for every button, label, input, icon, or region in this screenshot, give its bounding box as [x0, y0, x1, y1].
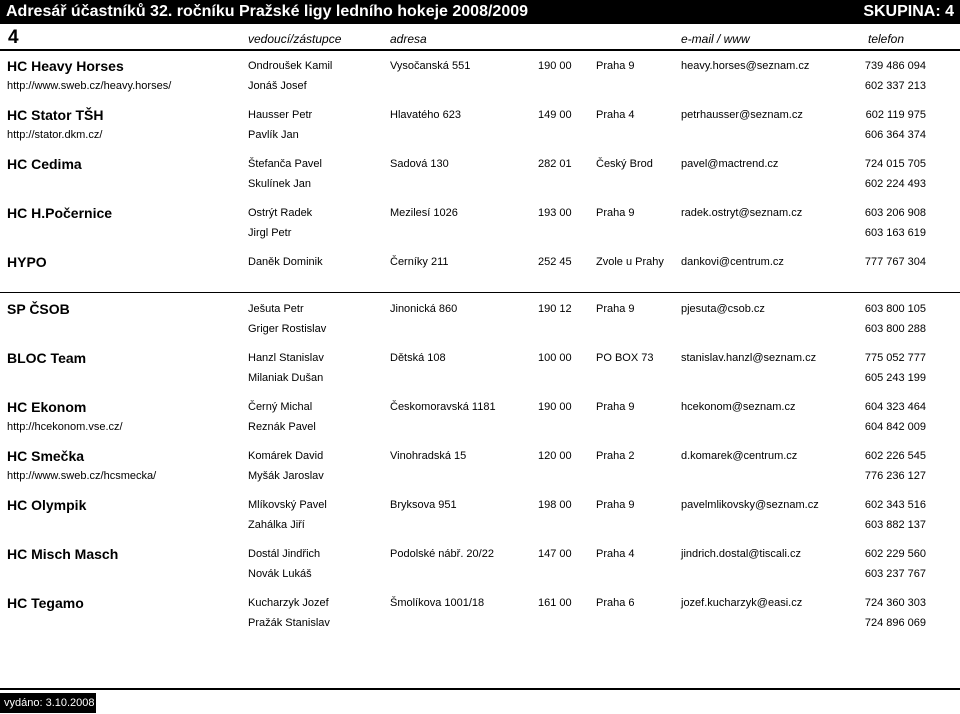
- email-link[interactable]: pjesuta@csob.cz: [681, 303, 765, 315]
- team-block: [0, 495, 960, 541]
- team-block: [0, 397, 960, 443]
- phone-number: 724 360 303: [864, 597, 926, 609]
- team-block: [0, 593, 960, 639]
- team-name: SP ČSOB: [7, 301, 70, 317]
- group-number: 4: [8, 27, 19, 48]
- postal-code: 149 00: [538, 109, 572, 121]
- title-bar: [0, 0, 960, 24]
- team-name: HC Stator TŠH: [7, 107, 104, 123]
- contact-person: Komárek David: [248, 450, 324, 462]
- phone-number: 776 236 127: [864, 470, 926, 482]
- team-block: [0, 203, 960, 249]
- phone-number: 739 486 094: [864, 60, 926, 72]
- postal-code: 282 01: [538, 158, 572, 170]
- phone-number: 724 896 069: [864, 617, 926, 629]
- phone-number: 724 015 705: [864, 158, 926, 170]
- street-address: Hlavatého 623: [390, 109, 461, 121]
- column-header-row: [0, 27, 960, 50]
- team-name: HC Cedima: [7, 156, 82, 172]
- email-link[interactable]: heavy.horses@seznam.cz: [681, 60, 810, 72]
- column-header-address: adresa: [390, 32, 427, 46]
- phone-number: 605 243 199: [864, 372, 926, 384]
- street-address: Českomoravská 1181: [390, 401, 496, 413]
- street-address: Sadová 130: [390, 158, 449, 170]
- contact-person: Griger Rostislav: [248, 323, 327, 335]
- email-link[interactable]: petrhausser@seznam.cz: [681, 109, 803, 121]
- section-divider: [0, 292, 960, 293]
- phone-number: 602 119 975: [865, 109, 926, 121]
- team-name: HC Ekonom: [7, 399, 87, 415]
- contact-person: Štefanča Pavel: [248, 158, 322, 170]
- contact-person: Černý Michal: [248, 401, 313, 413]
- phone-number: 603 800 288: [864, 323, 926, 335]
- phone-number: 603 237 767: [864, 568, 926, 580]
- contact-person: Daněk Dominik: [248, 256, 323, 268]
- team-block: [0, 544, 960, 590]
- team-website-link[interactable]: http://stator.dkm.cz/: [7, 129, 103, 141]
- phone-number: 604 323 464: [864, 401, 926, 413]
- contact-person: Kucharzyk Jozef: [248, 597, 329, 609]
- phone-number: 603 800 105: [864, 303, 926, 315]
- team-name: HC Misch Masch: [7, 546, 119, 562]
- street-address: Šmolíkova 1001/18: [390, 597, 485, 609]
- street-address: Podolské nábř. 20/22: [390, 548, 494, 560]
- email-link[interactable]: jozef.kucharzyk@easi.cz: [681, 597, 803, 609]
- contact-person: Pavlík Jan: [248, 129, 299, 141]
- header-divider: [0, 49, 960, 51]
- city: Praha 9: [596, 401, 635, 413]
- city: Praha 6: [596, 597, 635, 609]
- postal-code: 193 00: [538, 207, 572, 219]
- contact-person: Dostál Jindřich: [248, 548, 321, 560]
- phone-number: 604 842 009: [864, 421, 926, 433]
- phone-number: 602 226 545: [864, 450, 926, 462]
- footer: [0, 688, 960, 714]
- city: PO BOX 73: [596, 352, 654, 364]
- postal-code: 120 00: [538, 450, 572, 462]
- column-header-phone: telefon: [868, 32, 905, 46]
- team-block: [0, 105, 960, 151]
- team-name: HC Olympik: [7, 497, 87, 513]
- street-address: Černíky 211: [390, 256, 449, 268]
- contact-person: Zahálka Jiří: [248, 519, 305, 531]
- group-label: SKUPINA: 4: [863, 3, 954, 20]
- contact-person: Mlíkovský Pavel: [248, 499, 327, 511]
- column-header-person: vedoucí/zástupce: [248, 32, 342, 46]
- phone-number: 603 206 908: [864, 207, 926, 219]
- email-link[interactable]: hcekonom@seznam.cz: [681, 401, 796, 413]
- team-name: HYPO: [7, 254, 47, 270]
- contact-person: Ješuta Petr: [248, 303, 304, 315]
- phone-number: 603 882 137: [864, 519, 926, 531]
- city: Praha 9: [596, 60, 635, 72]
- contact-person: Milaniak Dušan: [248, 372, 324, 384]
- postal-code: 190 12: [538, 303, 572, 315]
- street-address: Bryksova 951: [390, 499, 457, 511]
- postal-code: 190 00: [538, 401, 572, 413]
- team-block: [0, 154, 960, 200]
- phone-number: 602 337 213: [864, 80, 926, 92]
- street-address: Jinonická 860: [390, 303, 458, 315]
- email-link[interactable]: dankovi@centrum.cz: [681, 256, 784, 268]
- team-website-link[interactable]: http://www.sweb.cz/heavy.horses/: [7, 80, 172, 92]
- team-block: [0, 446, 960, 492]
- team-name: HC H.Počernice: [7, 205, 113, 221]
- contact-person: Jonáš Josef: [248, 80, 307, 92]
- team-block: [0, 56, 960, 102]
- city: Praha 4: [596, 109, 635, 121]
- contact-person: Novák Lukáš: [248, 568, 312, 580]
- team-block: [0, 299, 960, 345]
- phone-number: 775 052 777: [864, 352, 926, 364]
- contact-person: Myšák Jaroslav: [248, 470, 324, 482]
- city: Praha 4: [596, 548, 635, 560]
- email-link[interactable]: pavel@mactrend.cz: [681, 158, 779, 170]
- city: Praha 9: [596, 303, 635, 315]
- postal-code: 161 00: [538, 597, 572, 609]
- team-name: HC Tegamo: [7, 595, 84, 611]
- team-name: HC Heavy Horses: [7, 58, 124, 74]
- postal-code: 252 45: [538, 256, 572, 268]
- issued-date: vydáno: 3.10.2008: [0, 693, 96, 713]
- city: Praha 9: [596, 499, 635, 511]
- email-link[interactable]: pavelmlikovsky@seznam.cz: [681, 499, 819, 511]
- contact-person: Ostrýt Radek: [248, 207, 313, 219]
- column-header-email: e-mail / www: [681, 32, 750, 46]
- city: Český Brod: [596, 158, 653, 170]
- phone-number: 777 767 304: [864, 256, 926, 268]
- email-link[interactable]: jindrich.dostal@tiscali.cz: [681, 548, 801, 560]
- team-website-link[interactable]: http://hcekonom.vse.cz/: [7, 421, 123, 433]
- phone-number: 602 229 560: [864, 548, 926, 560]
- contact-person: Reznák Pavel: [248, 421, 316, 433]
- contact-person: Pražák Stanislav: [248, 617, 330, 629]
- city: Praha 9: [596, 207, 635, 219]
- document-title: Adresář účastníků 32. ročníku Pražské ligy ledního hokeje 2008/2009: [6, 3, 529, 20]
- phone-number: 602 224 493: [864, 178, 926, 190]
- city: Praha 2: [596, 450, 635, 462]
- phone-number: 603 163 619: [864, 227, 926, 239]
- street-address: Vysočanská 551: [390, 60, 471, 72]
- street-address: Dětská 108: [390, 352, 446, 364]
- street-address: Vinohradská 15: [390, 450, 467, 462]
- phone-number: 602 343 516: [864, 499, 926, 511]
- contact-person: Hausser Petr: [248, 109, 313, 121]
- phone-number: 606 364 374: [864, 129, 926, 141]
- email-link[interactable]: d.komarek@centrum.cz: [681, 450, 798, 462]
- team-name: BLOC Team: [7, 350, 87, 366]
- city: Zvole u Prahy: [596, 256, 664, 268]
- team-name: HC Smečka: [7, 448, 85, 464]
- team-block: [0, 348, 960, 394]
- contact-person: Ondroušek Kamil: [248, 60, 333, 72]
- postal-code: 100 00: [538, 352, 572, 364]
- contact-person: Skulínek Jan: [248, 178, 311, 190]
- postal-code: 190 00: [538, 60, 572, 72]
- email-link[interactable]: radek.ostryt@seznam.cz: [681, 207, 803, 219]
- street-address: Mezilesí 1026: [390, 207, 458, 219]
- postal-code: 147 00: [538, 548, 572, 560]
- email-link[interactable]: stanislav.hanzl@seznam.cz: [681, 352, 817, 364]
- postal-code: 198 00: [538, 499, 572, 511]
- contact-person: Jirgl Petr: [248, 227, 292, 239]
- team-website-link[interactable]: http://www.sweb.cz/hcsmecka/: [7, 470, 157, 482]
- contact-person: Hanzl Stanislav: [248, 352, 324, 364]
